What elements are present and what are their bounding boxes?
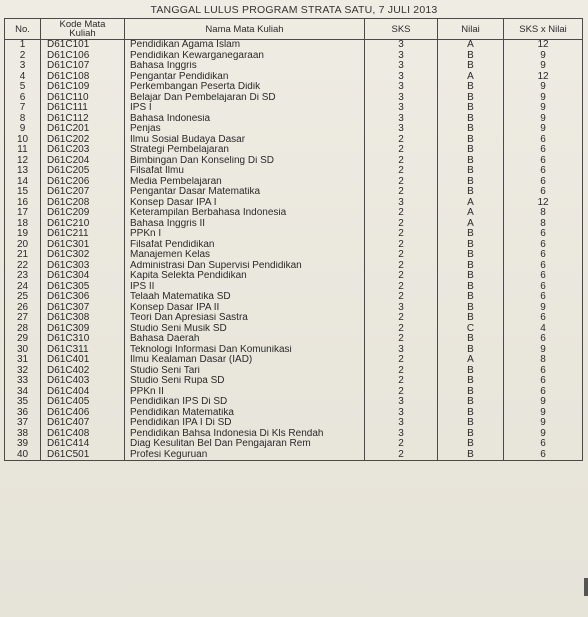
table-row bbox=[5, 103, 583, 114]
cell-sks-times-grade: 9 bbox=[504, 114, 583, 125]
cell-sks-times-grade: 9 bbox=[504, 51, 583, 62]
cell-sks: 3 bbox=[365, 103, 438, 114]
cell-sks-times-grade: 8 bbox=[504, 208, 583, 219]
table-row bbox=[5, 366, 583, 377]
cell-sks: 2 bbox=[365, 177, 438, 188]
table-row bbox=[5, 355, 583, 366]
cell-sks-times-grade: 12 bbox=[504, 198, 583, 209]
table-row bbox=[5, 229, 583, 240]
table-row bbox=[5, 250, 583, 261]
cell-no: 33 bbox=[5, 376, 41, 387]
cell-grade: B bbox=[438, 303, 504, 314]
cell-sks: 2 bbox=[365, 355, 438, 366]
cell-grade: B bbox=[438, 397, 504, 408]
cell-sks-times-grade: 6 bbox=[504, 135, 583, 146]
cell-grade: B bbox=[438, 114, 504, 125]
cell-no: 25 bbox=[5, 292, 41, 303]
table-row bbox=[5, 397, 583, 408]
page-edge-mark bbox=[584, 578, 588, 596]
cell-sks: 2 bbox=[365, 219, 438, 230]
cell-course-code: D61C408 bbox=[41, 429, 125, 440]
cell-no: 37 bbox=[5, 418, 41, 429]
cell-course-code: D61C403 bbox=[41, 376, 125, 387]
cell-sks-times-grade: 6 bbox=[504, 292, 583, 303]
cell-no: 15 bbox=[5, 187, 41, 198]
cell-course-name: Pendidikan Matematika bbox=[125, 408, 365, 419]
cell-sks-times-grade: 6 bbox=[504, 261, 583, 272]
cell-course-code: D61C302 bbox=[41, 250, 125, 261]
table-body bbox=[5, 40, 583, 461]
cell-sks: 2 bbox=[365, 376, 438, 387]
cell-sks: 2 bbox=[365, 387, 438, 398]
cell-course-code: D61C202 bbox=[41, 135, 125, 146]
cell-course-code: D61C208 bbox=[41, 198, 125, 209]
cell-course-code: D61C308 bbox=[41, 313, 125, 324]
cell-no: 7 bbox=[5, 103, 41, 114]
cell-course-code: D61C304 bbox=[41, 271, 125, 282]
table-row bbox=[5, 177, 583, 188]
cell-course-name: Filsafat Pendidikan bbox=[125, 240, 365, 251]
cell-sks: 2 bbox=[365, 261, 438, 272]
cell-grade: B bbox=[438, 250, 504, 261]
table-row bbox=[5, 418, 583, 429]
table-row bbox=[5, 40, 583, 51]
cell-course-code: D61C106 bbox=[41, 51, 125, 62]
cell-course-name: Belajar Dan Pembelajaran Di SD bbox=[125, 93, 365, 104]
cell-no: 26 bbox=[5, 303, 41, 314]
cell-no: 2 bbox=[5, 51, 41, 62]
cell-sks-times-grade: 6 bbox=[504, 156, 583, 167]
cell-sks: 3 bbox=[365, 114, 438, 125]
cell-sks: 2 bbox=[365, 250, 438, 261]
cell-sks: 2 bbox=[365, 240, 438, 251]
header-sks-times-grade: SKS x Nilai bbox=[504, 19, 583, 40]
cell-no: 31 bbox=[5, 355, 41, 366]
cell-grade: B bbox=[438, 418, 504, 429]
cell-course-name: Ilmu Kealaman Dasar (IAD) bbox=[125, 355, 365, 366]
cell-course-code: D61C210 bbox=[41, 219, 125, 230]
cell-sks: 3 bbox=[365, 93, 438, 104]
cell-course-code: D61C407 bbox=[41, 418, 125, 429]
cell-no: 21 bbox=[5, 250, 41, 261]
cell-course-name: Bahasa Daerah bbox=[125, 334, 365, 345]
cell-sks: 3 bbox=[365, 40, 438, 51]
cell-sks: 3 bbox=[365, 61, 438, 72]
table-row bbox=[5, 261, 583, 272]
cell-grade: B bbox=[438, 282, 504, 293]
cell-sks: 3 bbox=[365, 408, 438, 419]
table-row bbox=[5, 313, 583, 324]
cell-no: 23 bbox=[5, 271, 41, 282]
cell-grade: A bbox=[438, 40, 504, 51]
cell-no: 38 bbox=[5, 429, 41, 440]
cell-course-code: D61C110 bbox=[41, 93, 125, 104]
table-row bbox=[5, 93, 583, 104]
cell-grade: B bbox=[438, 387, 504, 398]
cell-sks: 2 bbox=[365, 282, 438, 293]
header-course-code bbox=[41, 19, 125, 40]
cell-no: 20 bbox=[5, 240, 41, 251]
cell-no: 11 bbox=[5, 145, 41, 156]
cell-course-code: D61C204 bbox=[41, 156, 125, 167]
table-row bbox=[5, 82, 583, 93]
table-row bbox=[5, 187, 583, 198]
table-row bbox=[5, 271, 583, 282]
cell-grade: B bbox=[438, 408, 504, 419]
cell-grade: B bbox=[438, 313, 504, 324]
cell-sks: 2 bbox=[365, 366, 438, 377]
cell-no: 6 bbox=[5, 93, 41, 104]
cell-course-name: Media Pembelajaran bbox=[125, 177, 365, 188]
cell-grade: B bbox=[438, 187, 504, 198]
cell-course-name: Pendidikan Agama Islam bbox=[125, 40, 365, 51]
cell-sks-times-grade: 8 bbox=[504, 219, 583, 230]
table-row bbox=[5, 345, 583, 356]
cell-sks-times-grade: 6 bbox=[504, 376, 583, 387]
table-row bbox=[5, 61, 583, 72]
cell-course-name: Manajemen Kelas bbox=[125, 250, 365, 261]
cell-sks-times-grade: 9 bbox=[504, 397, 583, 408]
cell-course-name: Bahasa Inggris bbox=[125, 61, 365, 72]
cell-sks: 2 bbox=[365, 439, 438, 450]
cell-sks: 2 bbox=[365, 334, 438, 345]
cell-course-name: Teknologi Informasi Dan Komunikasi bbox=[125, 345, 365, 356]
cell-course-name: Ilmu Sosial Budaya Dasar bbox=[125, 135, 365, 146]
cell-grade: B bbox=[438, 51, 504, 62]
cell-sks-times-grade: 8 bbox=[504, 355, 583, 366]
cell-no: 19 bbox=[5, 229, 41, 240]
header-course-code-line1: Kode Mata bbox=[59, 19, 106, 30]
cell-sks: 2 bbox=[365, 145, 438, 156]
cell-sks: 2 bbox=[365, 292, 438, 303]
table-row bbox=[5, 156, 583, 167]
cell-no: 34 bbox=[5, 387, 41, 398]
table-row bbox=[5, 387, 583, 398]
table-row bbox=[5, 135, 583, 146]
cell-sks: 2 bbox=[365, 324, 438, 335]
table-row bbox=[5, 72, 583, 83]
cell-no: 39 bbox=[5, 439, 41, 450]
cell-course-code: D61C101 bbox=[41, 40, 125, 51]
cell-sks: 3 bbox=[365, 418, 438, 429]
cell-course-code: D61C309 bbox=[41, 324, 125, 335]
cell-course-code: D61C501 bbox=[41, 450, 125, 461]
cell-no: 16 bbox=[5, 198, 41, 209]
cell-no: 9 bbox=[5, 124, 41, 135]
cell-course-code: D61C414 bbox=[41, 439, 125, 450]
cell-course-name: Penjas bbox=[125, 124, 365, 135]
cell-grade: B bbox=[438, 429, 504, 440]
header-grade: Nilai bbox=[438, 19, 504, 40]
cell-grade: A bbox=[438, 219, 504, 230]
cell-no: 18 bbox=[5, 219, 41, 230]
cell-course-code: D61C303 bbox=[41, 261, 125, 272]
cell-sks: 3 bbox=[365, 51, 438, 62]
cell-grade: B bbox=[438, 166, 504, 177]
table-row bbox=[5, 439, 583, 450]
cell-sks-times-grade: 9 bbox=[504, 345, 583, 356]
cell-course-code: D61C310 bbox=[41, 334, 125, 345]
cell-course-name: Konsep Dasar IPA II bbox=[125, 303, 365, 314]
table-row bbox=[5, 450, 583, 461]
cell-no: 3 bbox=[5, 61, 41, 72]
header-course-name: Nama Mata Kuliah bbox=[125, 19, 365, 40]
cell-sks-times-grade: 9 bbox=[504, 61, 583, 72]
cell-no: 14 bbox=[5, 177, 41, 188]
cell-sks-times-grade: 6 bbox=[504, 240, 583, 251]
grades-table bbox=[4, 18, 583, 461]
cell-grade: B bbox=[438, 103, 504, 114]
table-row bbox=[5, 376, 583, 387]
table-row bbox=[5, 324, 583, 335]
cell-course-code: D61C406 bbox=[41, 408, 125, 419]
cell-course-code: D61C311 bbox=[41, 345, 125, 356]
cell-sks: 3 bbox=[365, 345, 438, 356]
cell-course-code: D61C402 bbox=[41, 366, 125, 377]
cell-sks: 3 bbox=[365, 124, 438, 135]
cell-no: 13 bbox=[5, 166, 41, 177]
cell-no: 27 bbox=[5, 313, 41, 324]
cell-course-name: Bimbingan Dan Konseling Di SD bbox=[125, 156, 365, 167]
cell-no: 1 bbox=[5, 40, 41, 51]
table-row bbox=[5, 282, 583, 293]
cell-grade: C bbox=[438, 324, 504, 335]
cell-course-code: D61C209 bbox=[41, 208, 125, 219]
cell-grade: A bbox=[438, 355, 504, 366]
cell-course-code: D61C211 bbox=[41, 229, 125, 240]
cell-grade: B bbox=[438, 229, 504, 240]
table-row bbox=[5, 166, 583, 177]
cell-sks-times-grade: 12 bbox=[504, 40, 583, 51]
cell-course-name: Konsep Dasar IPA I bbox=[125, 198, 365, 209]
cell-sks-times-grade: 6 bbox=[504, 282, 583, 293]
cell-course-name: Pendidikan Kewarganegaraan bbox=[125, 51, 365, 62]
table-row bbox=[5, 292, 583, 303]
cell-course-name: Studio Seni Musik SD bbox=[125, 324, 365, 335]
cell-grade: B bbox=[438, 240, 504, 251]
cell-course-name: Pengantar Pendidikan bbox=[125, 72, 365, 83]
cell-course-name: Pengantar Dasar Matematika bbox=[125, 187, 365, 198]
cell-course-name: PPKn II bbox=[125, 387, 365, 398]
cell-grade: B bbox=[438, 366, 504, 377]
cell-course-name: Diag Kesulitan Bel Dan Pengajaran Rem bbox=[125, 439, 365, 450]
cell-sks: 2 bbox=[365, 271, 438, 282]
cell-sks: 2 bbox=[365, 166, 438, 177]
cell-sks-times-grade: 9 bbox=[504, 408, 583, 419]
cell-no: 28 bbox=[5, 324, 41, 335]
cell-sks: 2 bbox=[365, 187, 438, 198]
header-course-code-line2: Kuliah bbox=[69, 28, 96, 39]
cell-course-name: Filsafat Ilmu bbox=[125, 166, 365, 177]
cell-sks-times-grade: 12 bbox=[504, 72, 583, 83]
cell-course-name: Studio Seni Tari bbox=[125, 366, 365, 377]
cell-course-name: Pendidikan Bahsa Indonesia Di Kls Rendah bbox=[125, 429, 365, 440]
table-row bbox=[5, 198, 583, 209]
table-row bbox=[5, 429, 583, 440]
page-title: TANGGAL LULUS PROGRAM STRATA SATU, 7 JULI 2013 bbox=[150, 4, 438, 16]
cell-sks: 2 bbox=[365, 135, 438, 146]
cell-course-code: D61C201 bbox=[41, 124, 125, 135]
table-row bbox=[5, 334, 583, 345]
cell-course-code: D61C111 bbox=[41, 103, 125, 114]
cell-course-code: D61C404 bbox=[41, 387, 125, 398]
cell-sks-times-grade: 6 bbox=[504, 387, 583, 398]
cell-sks: 3 bbox=[365, 397, 438, 408]
cell-no: 5 bbox=[5, 82, 41, 93]
cell-sks: 3 bbox=[365, 198, 438, 209]
cell-grade: B bbox=[438, 177, 504, 188]
cell-sks-times-grade: 9 bbox=[504, 103, 583, 114]
cell-course-code: D61C108 bbox=[41, 72, 125, 83]
cell-grade: B bbox=[438, 292, 504, 303]
cell-sks-times-grade: 6 bbox=[504, 450, 583, 461]
cell-grade: B bbox=[438, 61, 504, 72]
cell-no: 29 bbox=[5, 334, 41, 345]
table-row bbox=[5, 51, 583, 62]
cell-course-name: Studio Seni Rupa SD bbox=[125, 376, 365, 387]
cell-course-name: Administrasi Dan Supervisi Pendidikan bbox=[125, 261, 365, 272]
cell-course-code: D61C203 bbox=[41, 145, 125, 156]
cell-no: 32 bbox=[5, 366, 41, 377]
cell-course-code: D61C307 bbox=[41, 303, 125, 314]
cell-grade: B bbox=[438, 82, 504, 93]
cell-grade: B bbox=[438, 439, 504, 450]
cell-no: 40 bbox=[5, 450, 41, 461]
cell-grade: B bbox=[438, 145, 504, 156]
cell-sks-times-grade: 6 bbox=[504, 366, 583, 377]
cell-sks: 2 bbox=[365, 229, 438, 240]
cell-sks: 2 bbox=[365, 208, 438, 219]
cell-sks-times-grade: 6 bbox=[504, 177, 583, 188]
cell-grade: B bbox=[438, 450, 504, 461]
cell-course-code: D61C305 bbox=[41, 282, 125, 293]
cell-course-code: D61C405 bbox=[41, 397, 125, 408]
cell-grade: B bbox=[438, 271, 504, 282]
cell-grade: B bbox=[438, 334, 504, 345]
cell-course-name: Strategi Pembelajaran bbox=[125, 145, 365, 156]
cell-course-name: Profesi Keguruan bbox=[125, 450, 365, 461]
cell-grade: B bbox=[438, 93, 504, 104]
cell-sks-times-grade: 6 bbox=[504, 439, 583, 450]
cell-course-name: Bahasa Inggris II bbox=[125, 219, 365, 230]
cell-course-code: D61C112 bbox=[41, 114, 125, 125]
table-row bbox=[5, 208, 583, 219]
cell-course-name: Perkembangan Peserta Didik bbox=[125, 82, 365, 93]
cell-sks: 3 bbox=[365, 429, 438, 440]
cell-grade: B bbox=[438, 261, 504, 272]
cell-course-name: Teori Dan Apresiasi Sastra bbox=[125, 313, 365, 324]
cell-course-name: PPKn I bbox=[125, 229, 365, 240]
cell-sks-times-grade: 6 bbox=[504, 187, 583, 198]
cell-sks-times-grade: 6 bbox=[504, 334, 583, 345]
table-row bbox=[5, 124, 583, 135]
cell-course-code: D61C107 bbox=[41, 61, 125, 72]
cell-grade: A bbox=[438, 208, 504, 219]
cell-no: 8 bbox=[5, 114, 41, 125]
table-row bbox=[5, 240, 583, 251]
cell-sks-times-grade: 9 bbox=[504, 418, 583, 429]
cell-grade: B bbox=[438, 156, 504, 167]
cell-sks-times-grade: 6 bbox=[504, 145, 583, 156]
cell-no: 30 bbox=[5, 345, 41, 356]
cell-course-code: D61C306 bbox=[41, 292, 125, 303]
table-row bbox=[5, 408, 583, 419]
cell-no: 17 bbox=[5, 208, 41, 219]
cell-course-name: IPS I bbox=[125, 103, 365, 114]
cell-grade: A bbox=[438, 72, 504, 83]
cell-course-code: D61C301 bbox=[41, 240, 125, 251]
table-header bbox=[5, 19, 583, 40]
cell-course-code: D61C206 bbox=[41, 177, 125, 188]
cell-sks: 3 bbox=[365, 72, 438, 83]
header-sks: SKS bbox=[365, 19, 438, 40]
cell-no: 10 bbox=[5, 135, 41, 146]
cell-course-code: D61C207 bbox=[41, 187, 125, 198]
cell-no: 35 bbox=[5, 397, 41, 408]
cell-sks-times-grade: 6 bbox=[504, 313, 583, 324]
cell-sks: 3 bbox=[365, 303, 438, 314]
cell-no: 22 bbox=[5, 261, 41, 272]
cell-sks: 3 bbox=[365, 82, 438, 93]
cell-no: 4 bbox=[5, 72, 41, 83]
cell-grade: B bbox=[438, 345, 504, 356]
cell-course-name: Pendidikan IPA I Di SD bbox=[125, 418, 365, 429]
cell-course-name: Pendidikan IPS Di SD bbox=[125, 397, 365, 408]
cell-no: 12 bbox=[5, 156, 41, 167]
cell-grade: B bbox=[438, 135, 504, 146]
cell-course-code: D61C401 bbox=[41, 355, 125, 366]
cell-grade: B bbox=[438, 124, 504, 135]
table-row bbox=[5, 219, 583, 230]
cell-sks-times-grade: 4 bbox=[504, 324, 583, 335]
cell-sks-times-grade: 9 bbox=[504, 82, 583, 93]
cell-sks-times-grade: 6 bbox=[504, 271, 583, 282]
cell-sks-times-grade: 9 bbox=[504, 93, 583, 104]
cell-course-name: Bahasa Indonesia bbox=[125, 114, 365, 125]
cell-course-name: Keterampilan Berbahasa Indonesia bbox=[125, 208, 365, 219]
cell-course-name: Kapita Selekta Pendidikan bbox=[125, 271, 365, 282]
cell-course-code: D61C205 bbox=[41, 166, 125, 177]
cell-grade: B bbox=[438, 376, 504, 387]
cell-sks: 2 bbox=[365, 450, 438, 461]
cell-no: 36 bbox=[5, 408, 41, 419]
cell-sks: 2 bbox=[365, 313, 438, 324]
cell-sks-times-grade: 9 bbox=[504, 429, 583, 440]
cell-no: 24 bbox=[5, 282, 41, 293]
table-row bbox=[5, 145, 583, 156]
table-row bbox=[5, 303, 583, 314]
cell-sks-times-grade: 6 bbox=[504, 229, 583, 240]
cell-sks-times-grade: 9 bbox=[504, 303, 583, 314]
cell-sks-times-grade: 9 bbox=[504, 124, 583, 135]
cell-sks: 2 bbox=[365, 156, 438, 167]
cell-course-code: D61C109 bbox=[41, 82, 125, 93]
cell-sks-times-grade: 6 bbox=[504, 166, 583, 177]
cell-course-name: Telaah Matematika SD bbox=[125, 292, 365, 303]
cell-course-name: IPS II bbox=[125, 282, 365, 293]
table-row bbox=[5, 114, 583, 125]
header-no: No. bbox=[5, 19, 41, 40]
cell-sks-times-grade: 6 bbox=[504, 250, 583, 261]
header-row bbox=[5, 19, 583, 40]
cell-grade: A bbox=[438, 198, 504, 209]
